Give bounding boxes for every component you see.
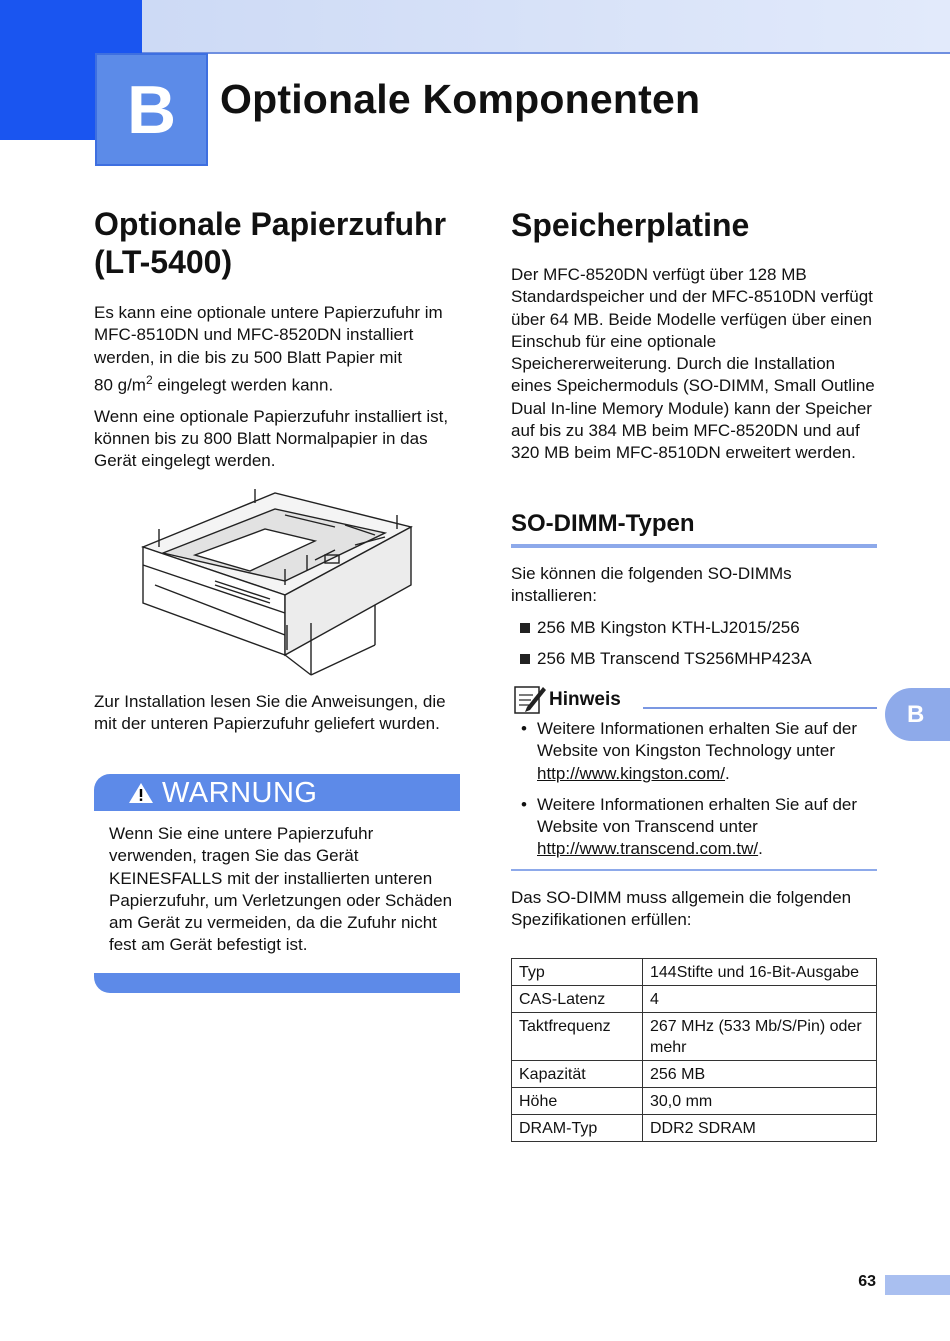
- note-item-text: Weitere Informationen erhalten Sie auf der Website von Kingston Technology unter: [537, 719, 858, 761]
- sodimm-paragraph: Sie können die folgenden SO-DIMMs installieren:: [511, 564, 792, 606]
- right-heading-block: [511, 206, 879, 244]
- paper-capacity-paragraph: Wenn eine optionale Papierzufuhr installiert ist, können bis zu 800 Blatt Normalpapier in das Gerät eingelegt werden.: [94, 406, 449, 471]
- spec-key: Typ: [512, 959, 643, 986]
- list-item-text: 256 MB Kingston KTH-LJ2015/256: [537, 618, 800, 637]
- transcend-link[interactable]: http://www.transcend.com.tw/: [537, 839, 759, 859]
- note-item-punct: .: [725, 763, 730, 783]
- spec-key: Höhe: [512, 1088, 643, 1115]
- spec-key: Kapazität: [512, 1061, 643, 1088]
- warning-footer-bar: [94, 973, 460, 993]
- section-heading-paper-tray: Optionale Papierzufuhr (LT-5400): [94, 206, 447, 280]
- spec-value: 144Stifte und 16-Bit-Ausgabe: [643, 959, 877, 986]
- list-item-text: 256 MB Transcend TS256MHP423A: [537, 649, 812, 668]
- spec-value: 256 MB: [643, 1061, 877, 1088]
- table-row: [512, 1115, 877, 1142]
- spec-value: 267 MHz (533 Mb/S/Pin) oder mehr: [643, 1013, 877, 1061]
- note-title: Hinweis: [549, 689, 621, 710]
- paper-tray-text-end: eingelegt werden kann.: [152, 375, 334, 395]
- table-row: [512, 1061, 877, 1088]
- left-heading-block: [94, 205, 462, 281]
- paper-tray-paragraph: [94, 302, 462, 397]
- note-divider: [643, 707, 877, 709]
- paper-tray-illustration: [135, 485, 420, 685]
- sodimm-intro: [511, 563, 879, 608]
- note-item-punct: .: [758, 839, 763, 859]
- note-item: [513, 718, 875, 785]
- spec-key: CAS-Latenz: [512, 986, 643, 1013]
- table-row: [512, 1013, 877, 1061]
- page-number-bar: [885, 1275, 950, 1295]
- bullet-square-icon: [520, 654, 530, 664]
- warning-triangle-icon: [128, 782, 154, 804]
- warning-text: Wenn Sie eine untere Papierzufuhr verwenden, tragen Sie das Gerät KEINESFALLS mit der installierten unteren Papierzufuhr, um Verletzungen oder Schäden am Gerät zu vermeiden, da die Zufuhr nicht fest am Gerät befestigt ist.: [109, 824, 453, 955]
- table-row: [512, 1088, 877, 1115]
- paper-tray-text: Es kann eine optionale untere Papierzufuhr im MFC-8510DN und MFC-8520DN installiert werden, in die bis zu 500 Blatt Papier mit: [94, 303, 443, 367]
- memory-intro: [511, 264, 879, 465]
- page-number: 63: [858, 1273, 876, 1290]
- spec-table: [511, 958, 877, 1142]
- note-item-text: Weitere Informationen erhalten Sie auf der Website von Transcend unter: [537, 794, 858, 837]
- bullet-square-icon: [520, 623, 530, 633]
- warning-header: [94, 774, 460, 811]
- bullet-dot-icon: •: [521, 794, 527, 814]
- installation-paragraph: Zur Installation lesen Sie die Anweisungen, die mit der unteren Papierzufuhr geliefert wurden.: [94, 692, 446, 734]
- note-item: [513, 794, 875, 861]
- subheading-sodimm-types: SO-DIMM-Typen: [511, 510, 877, 548]
- note-end-rule: [511, 869, 877, 871]
- spec-paragraph: Das SO-DIMM muss allgemein die folgenden Spezifikationen erfüllen:: [511, 888, 852, 930]
- list-item: [511, 648, 879, 670]
- spec-key: DRAM-Typ: [512, 1115, 643, 1142]
- note-list: [513, 718, 875, 870]
- chapter-title: Optionale Komponenten: [220, 76, 701, 122]
- left-intro: [94, 302, 462, 473]
- bullet-dot-icon: •: [521, 719, 527, 738]
- spec-value: 30,0 mm: [643, 1088, 877, 1115]
- sodimm-list: [511, 617, 879, 679]
- memory-paragraph: Der MFC-8520DN verfügt über 128 MB Standardspeicher und der MFC-8510DN verfügt über 64 MB. Beide Modelle verfügen über einen Einschub für eine optionale Speichererweiterung. Durch die Installation eines Speichermoduls (SO-DIMM, Small Outline Dual In-line Memory Module) kann der Speicher auf bis zu 384 MB beim MFC-8520DN und auf 320 MB beim MFC-8510DN erweitert werden.: [511, 265, 875, 463]
- table-row: [512, 986, 877, 1013]
- superscript-2: 2: [145, 372, 153, 387]
- kingston-link[interactable]: http://www.kingston.com/: [537, 763, 726, 783]
- spec-key: Taktfrequenz: [512, 1013, 643, 1061]
- table-row: [512, 959, 877, 986]
- spec-intro: [511, 887, 879, 932]
- installation-note: [94, 691, 462, 736]
- section-heading-memory: Speicherplatine: [511, 207, 750, 243]
- chapter-letter-box: B: [95, 53, 208, 166]
- note-header: [513, 683, 877, 719]
- header-band: [0, 0, 950, 54]
- spec-value: DDR2 SDRAM: [643, 1115, 877, 1142]
- spec-value: 4: [643, 986, 877, 1013]
- chapter-side-tab: B: [885, 688, 950, 741]
- note-pencil-icon: [513, 683, 547, 715]
- list-item: [511, 617, 879, 639]
- warning-label: WARNUNG: [162, 777, 318, 809]
- paper-weight-text: 80 g/m: [94, 375, 146, 395]
